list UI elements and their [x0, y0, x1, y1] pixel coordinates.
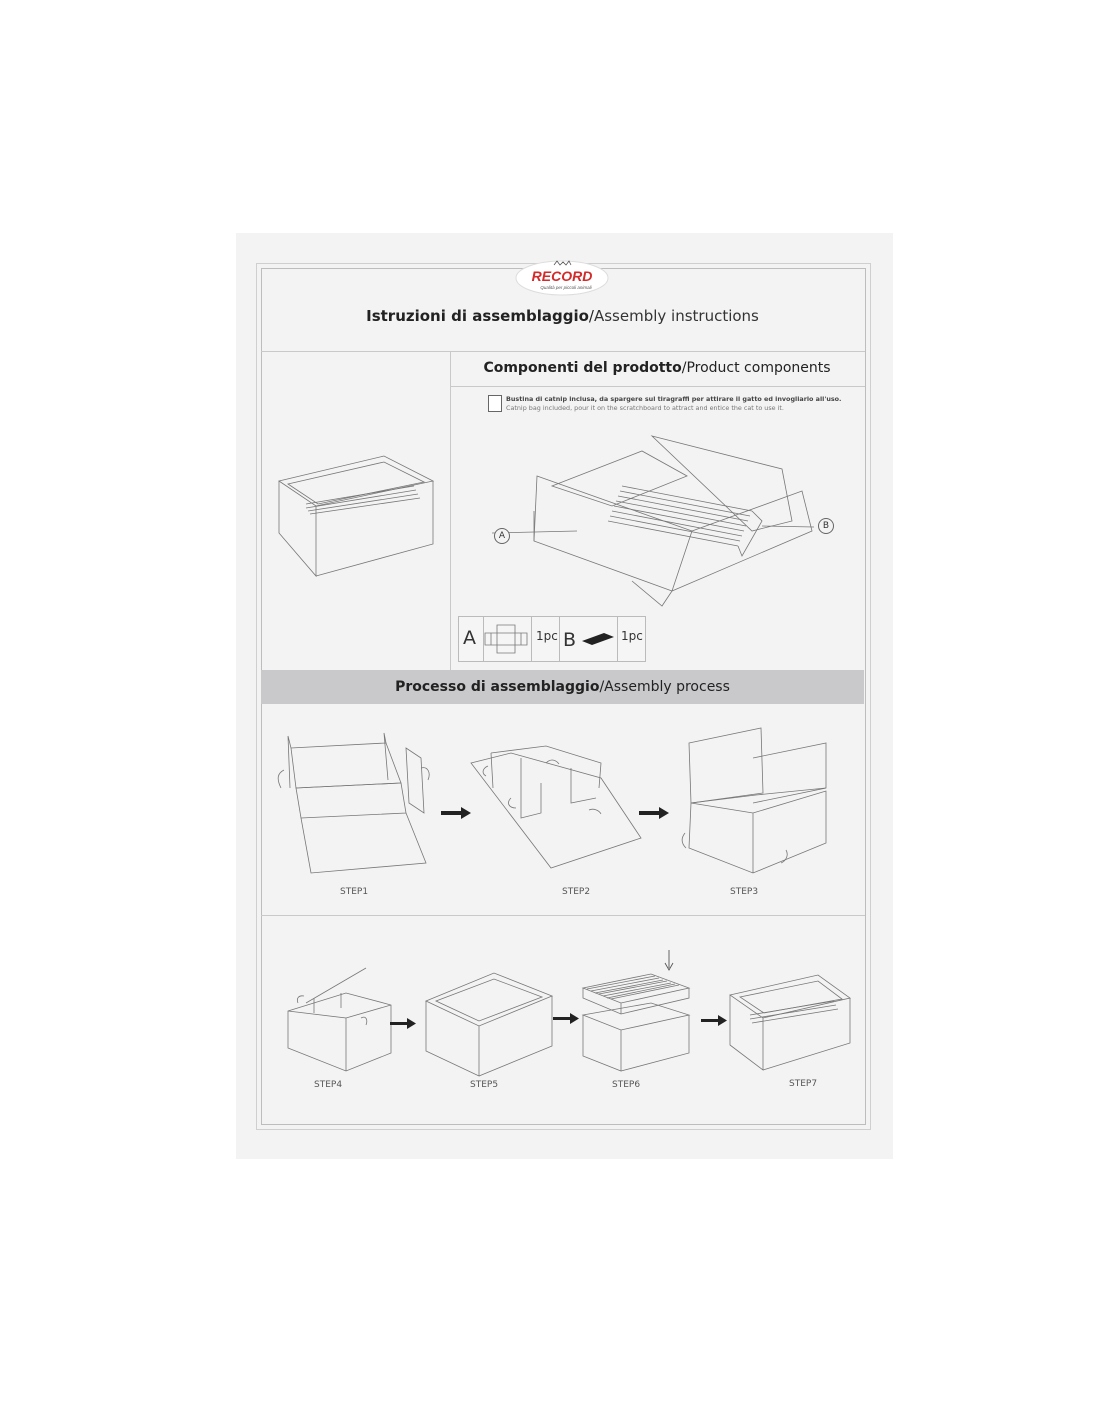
- part-a-letter: A: [463, 627, 476, 649]
- divider-under-components: [450, 386, 865, 387]
- divider-steps: [261, 915, 865, 916]
- main-title-sep: /: [588, 307, 594, 325]
- part-b-qty: 1pc: [621, 629, 643, 643]
- parts-table: [458, 616, 646, 662]
- process-title: [261, 679, 864, 695]
- step6-label: STEP6: [612, 1080, 641, 1090]
- part-b-scratchboard-icon: [582, 633, 616, 645]
- arrow-step5-to-6-icon: [553, 1013, 579, 1024]
- part-b-letter: B: [563, 629, 577, 651]
- step7-label: STEP7: [789, 1079, 818, 1089]
- assembled-box-illustration: [276, 448, 436, 578]
- arrow-step4-to-5-icon: [390, 1018, 416, 1029]
- step1-illustration: [276, 728, 436, 878]
- step7-illustration: [728, 973, 853, 1073]
- step6-illustration: [581, 948, 691, 1073]
- components-title: [450, 360, 864, 376]
- step4-illustration: [286, 963, 396, 1073]
- arrow-step6-to-7-icon: [701, 1015, 727, 1026]
- step4-label: STEP4: [314, 1080, 343, 1090]
- catnip-note-en: Catnip bag included, pour it on the scratchboard to attract and entice the cat to use it.: [506, 404, 784, 412]
- process-title-sep: /: [599, 679, 605, 695]
- process-title-en: Assembly process: [604, 679, 730, 695]
- part-a-qty-cell: [531, 617, 532, 661]
- arrow-step2-to-3-icon: [639, 807, 669, 819]
- step2-label: STEP2: [562, 887, 591, 897]
- divider-under-title: [261, 351, 865, 352]
- process-header-bar: [261, 670, 864, 704]
- record-logo: [514, 257, 610, 297]
- instruction-sheet: [236, 233, 893, 1159]
- catnip-note-it: Bustina di catnip inclusa, da spargere sul tiragraffi per attirare il gatto ed invogliarlo all'uso.: [506, 395, 842, 403]
- divider-vertical: [450, 351, 451, 670]
- logo-tagline-text: Qualità per piccoli animali: [540, 285, 592, 290]
- part-a-qty: 1pc: [536, 629, 558, 643]
- components-title-it: Componenti del prodotto: [483, 360, 682, 376]
- main-title-it: Istruzioni di assemblaggio: [366, 307, 589, 325]
- part-a-cell: [483, 617, 484, 661]
- components-title-sep: /: [681, 360, 687, 376]
- part-a-flat-icon: [485, 625, 527, 653]
- logo-brand-text: RECORD: [531, 268, 593, 284]
- step5-label: STEP5: [470, 1080, 499, 1090]
- catnip-bag-icon: [488, 395, 502, 412]
- step3-label: STEP3: [730, 887, 759, 897]
- step3-illustration: [681, 723, 831, 878]
- label-a-marker: A: [494, 528, 510, 544]
- part-b-cell: [559, 617, 560, 661]
- label-b-marker: B: [818, 518, 834, 534]
- step2-illustration: [471, 738, 646, 873]
- step1-label: STEP1: [340, 887, 369, 897]
- process-title-it: Processo di assemblaggio: [395, 679, 600, 695]
- part-b-qty-cell: [617, 617, 618, 661]
- components-illustration: [492, 431, 842, 611]
- components-title-en: Product components: [686, 360, 831, 376]
- arrow-step1-to-2-icon: [441, 807, 471, 819]
- main-title-en: Assembly instructions: [593, 307, 759, 325]
- logo-badge-icon: [514, 257, 610, 297]
- step5-illustration: [424, 971, 554, 1079]
- main-title: [261, 307, 864, 325]
